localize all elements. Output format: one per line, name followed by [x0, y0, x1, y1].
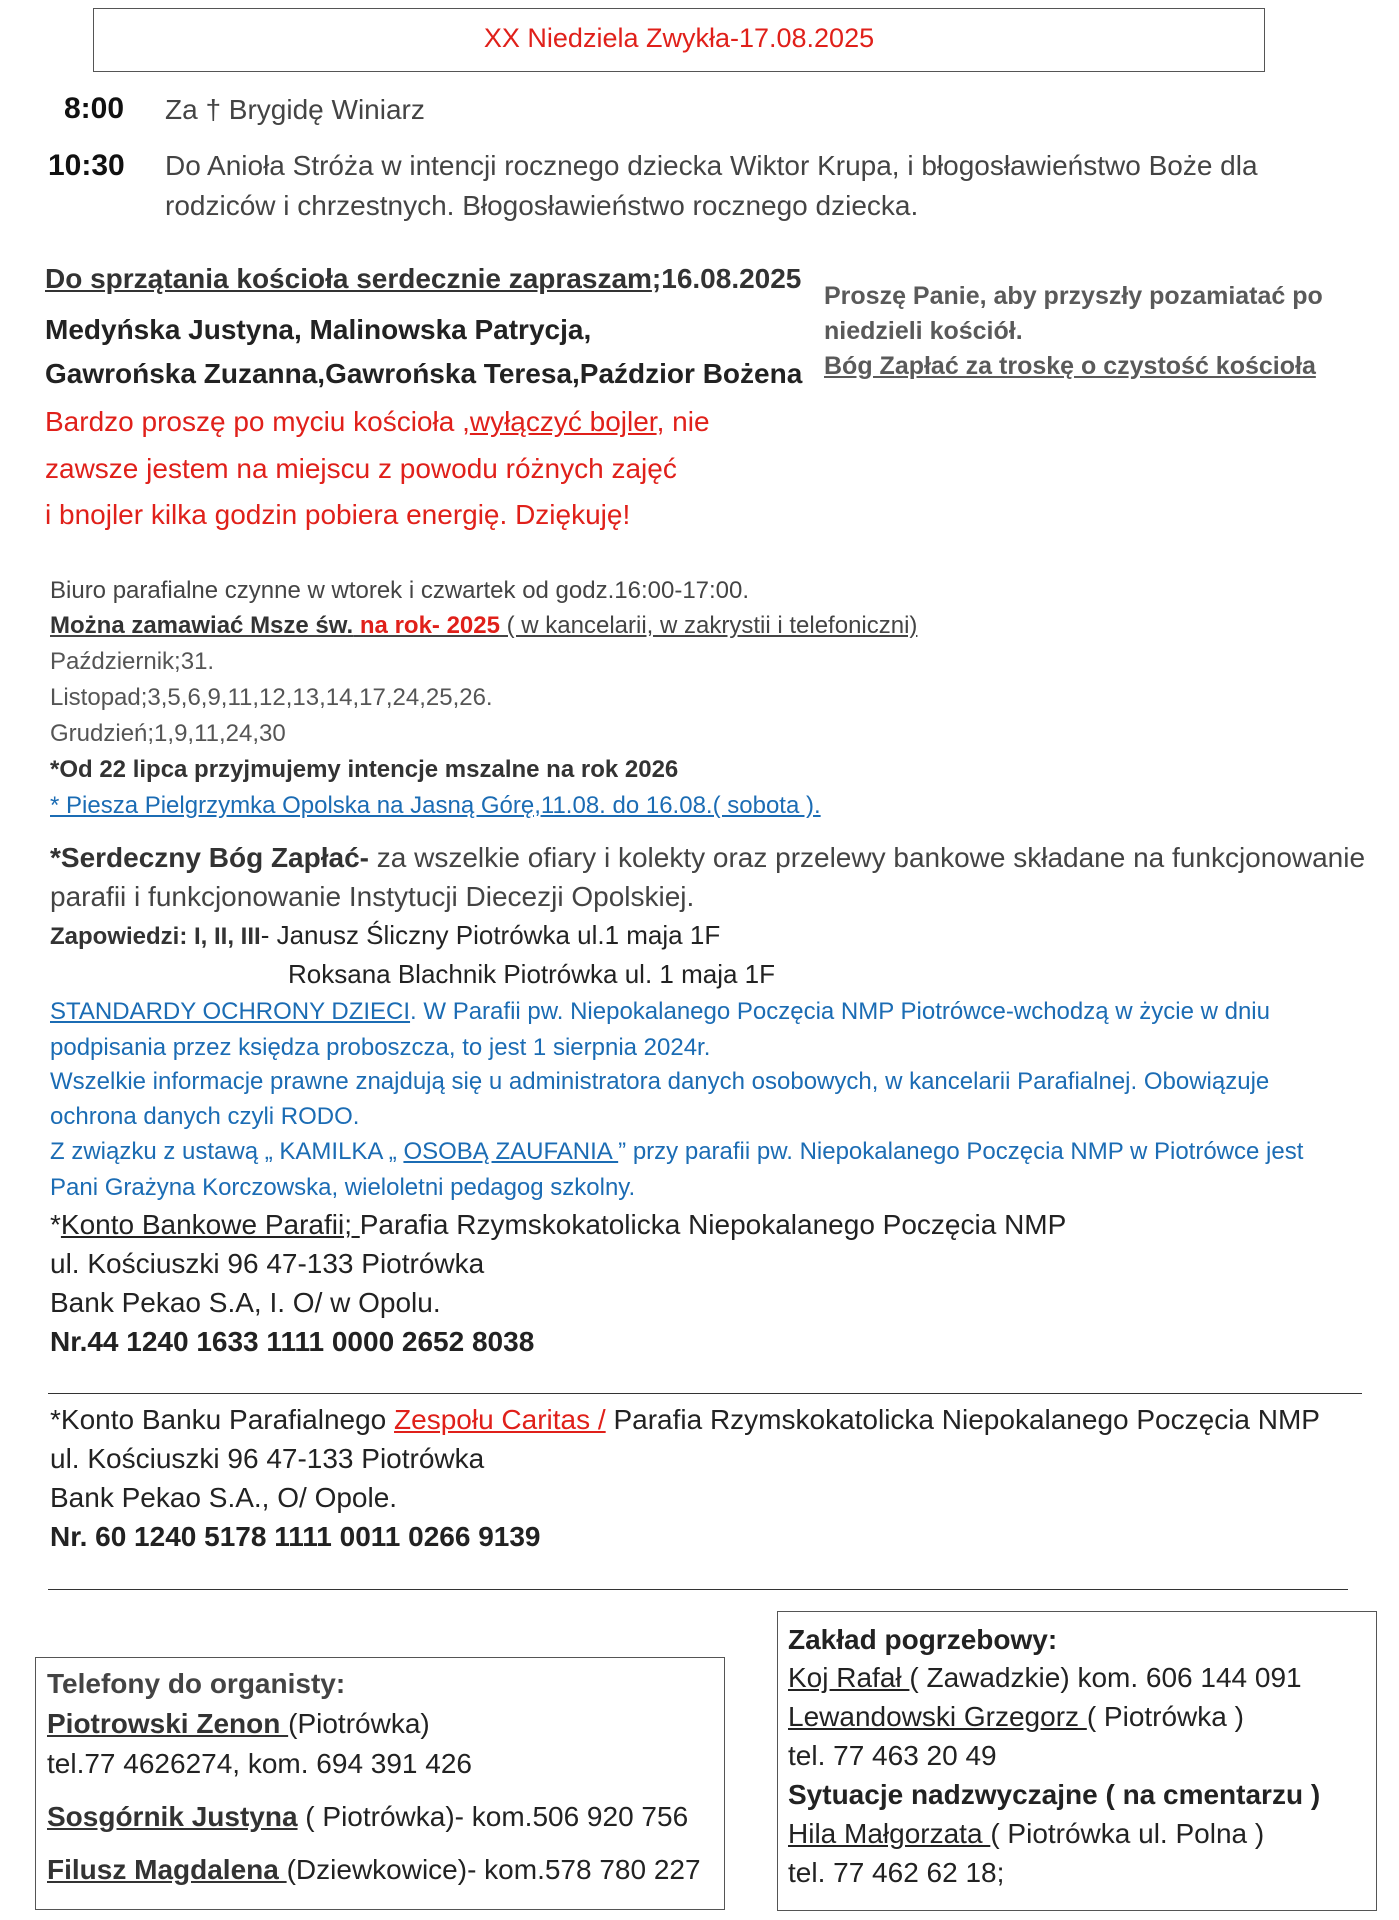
order-bold: Można zamawiać Msze św.: [50, 612, 354, 639]
right-note-1: Proszę Panie, aby przyszły pozamiatać po: [824, 282, 1323, 310]
funeral-contact-2: [788, 1701, 1244, 1733]
mass-intention-2-line2: rodziców i chrzestnych. Błogosławieństwo rocznego dziecka.: [165, 190, 919, 221]
cleaning-names-1: Medyńska Justyna, Malinowska Patrycja,: [45, 314, 592, 345]
organists-heading: Telefony do organisty:: [47, 1668, 346, 1699]
funeral-contact-3-rest: ( Piotrówka ul. Polna ): [990, 1818, 1265, 1849]
standards-line5-pre: Z związku z ustawą „ KAMILKA „: [50, 1138, 404, 1165]
mass-intention-1: Za † Brygidę Winiarz: [165, 94, 425, 125]
account1-line-1: [50, 1209, 1066, 1241]
header-box: [93, 8, 1265, 72]
funeral-contact-3: [788, 1818, 1264, 1850]
office-hours: Biuro parafialne czynne w wtorek i czwartek od godz.16:00-17:00.: [50, 577, 750, 604]
account1-bank: Bank Pekao S.A, I. O/ w Opolu.: [50, 1287, 441, 1318]
emergency-heading: Sytuacje nadzwyczajne ( na cmentarzu ): [788, 1779, 1321, 1810]
cleaning-request-2: zawsze jestem na miejscu z powodu różnych zajęć: [45, 453, 677, 484]
organist-1-phone: tel.77 4626274, kom. 694 391 426: [47, 1748, 473, 1779]
standards-line-5: [50, 1138, 1303, 1166]
divider-2: [48, 1589, 1348, 1590]
funeral-contact-2-phone: tel. 77 463 20 49: [788, 1740, 997, 1771]
request-post: , nie: [656, 406, 710, 437]
standards-line1-rest: . W Parafii pw. Niepokalanego Poczęcia NMP Piotrówce-wchodzą w życie w dniu: [410, 998, 1270, 1025]
standards-line5-post: ” przy parafii pw. Niepokalanego Poczęcia NMP w Piotrówce jest: [618, 1138, 1304, 1165]
organist-3-name: Filusz Magdalena: [47, 1854, 287, 1885]
banns-label: Zapowiedzi: I, II, III: [50, 923, 261, 950]
account2-line-1: [50, 1404, 1320, 1436]
standards-line-4: ochrona danych czyli RODO.: [50, 1103, 360, 1130]
organists-box: [35, 1657, 725, 1910]
order-rest: ( w kancelarii, w zakrystii i telefoniczni): [499, 612, 918, 639]
account2-address: ul. Kościuszki 96 47-133 Piotrówka: [50, 1443, 485, 1474]
banns-person-2: Roksana Blachnik Piotrówka ul. 1 maja 1F: [288, 959, 776, 989]
cleaning-heading-text: Do sprzątania kościoła serdecznie zapraszam: [45, 263, 652, 294]
funeral-contact-2-rest: ( Piotrówka ): [1086, 1701, 1244, 1732]
funeral-contact-3-name: Hila Małgorzata: [788, 1818, 991, 1849]
request-pre: Bardzo proszę po myciu kościoła ,: [45, 406, 470, 437]
mass-intention-2-line1: Do Anioła Stróża w intencji rocznego dziecka Wiktor Krupa, i błogosławieństwo Boże dla: [165, 150, 1258, 181]
cleaning-request-3: i bnojler kilka godzin pobiera energię. Dziękuję!: [45, 499, 631, 530]
organist-1-place: (Piotrówka): [288, 1708, 430, 1739]
month-november: Listopad;3,5,6,9,11,12,13,14,17,24,25,26.: [50, 684, 493, 711]
organist-1-name: Piotrowski Zenon: [47, 1708, 289, 1739]
order-year: na rok- 2025: [353, 612, 500, 639]
account2-number: Nr. 60 1240 5178 1111 0011 0266 9139: [50, 1521, 541, 1552]
organist-2-name: Sosgórnik Justyna: [47, 1801, 298, 1832]
month-december: Grudzień;1,9,11,24,30: [50, 720, 286, 747]
mass-time-1: 8:00: [64, 92, 125, 125]
standards-line-1: [50, 998, 1270, 1026]
organist-2: [47, 1801, 688, 1833]
funeral-contact-1-rest: ( Zawadzkie) kom. 606 144 091: [909, 1662, 1302, 1693]
organist-3-rest: (Dziewkowice)- kom.578 780 227: [286, 1854, 701, 1885]
note-2026: *Od 22 lipca przyjmujemy intencje mszalne na rok 2026: [50, 756, 679, 783]
account2-caritas: Zespołu Caritas /: [394, 1404, 606, 1435]
thanks-line-1: [50, 838, 1365, 878]
trust-person-link[interactable]: OSOBĄ ZAUFANIA: [403, 1138, 619, 1165]
month-october: Październik;31.: [50, 648, 215, 675]
organist-3: [47, 1854, 701, 1886]
account1-address: ul. Kościuszki 96 47-133 Piotrówka: [50, 1248, 485, 1279]
divider-1: [48, 1393, 1362, 1394]
funeral-contact-1: [788, 1662, 1302, 1694]
standards-line-3: Wszelkie informacje prawne znajdują się u administratora danych osobowych, w kancelarii Parafialnej. Obowiązuje: [50, 1068, 1270, 1095]
thanks-line-2: parafii i funkcjonowanie Instytucji Diecezji Opolskiej.: [50, 881, 695, 912]
organist-2-rest: ( Piotrówka)- kom.506 920 756: [297, 1801, 689, 1832]
account2-pre: *Konto Banku Parafialnego: [50, 1404, 395, 1435]
account1-number: Nr.44 1240 1633 1111 0000 2652 8038: [50, 1326, 535, 1357]
funeral-heading: Zakład pogrzebowy:: [788, 1624, 1058, 1655]
funeral-contact-2-name: Lewandowski Grzegorz: [788, 1701, 1087, 1732]
page-title: XX Niedziela Zwykła-17.08.2025: [483, 23, 875, 53]
pilgrimage-link[interactable]: * Piesza Pielgrzymka Opolska na Jasną Górę,11.08. do 16.08.( sobota ).: [50, 792, 821, 819]
funeral-contact-3-phone: tel. 77 462 62 18;: [788, 1857, 1005, 1888]
standards-line-6: Pani Grażyna Korczowska, wieloletni pedagog szkolny.: [50, 1174, 636, 1201]
standards-line-2: podpisania przez księdza proboszcza, to jest 1 sierpnia 2024r.: [50, 1034, 711, 1061]
request-boiler: wyłączyć bojler: [469, 406, 657, 437]
standards-link[interactable]: STANDARDY OCHRONY DZIECI: [50, 998, 411, 1025]
order-masses: [50, 612, 917, 640]
cleaning-request-1: [45, 406, 710, 438]
account1-star: *: [50, 1209, 61, 1240]
cleaning-heading-date: ;16.08.2025: [651, 263, 802, 294]
account1-label: Konto Bankowe Parafii;: [60, 1209, 360, 1240]
cleaning-names-2: Gawrońska Zuzanna,Gawrońska Teresa,Paździor Bożena: [45, 358, 803, 389]
cleaning-heading: [45, 263, 801, 295]
right-note-3: Bóg Zapłać za troskę o czystość kościoła: [824, 352, 1316, 380]
banns-line-1: [50, 920, 720, 951]
thanks-bold: *Serdeczny Bóg Zapłać-: [50, 842, 369, 873]
funeral-contact-1-name: Koj Rafał: [788, 1662, 910, 1693]
banns-person-1: - Janusz Śliczny Piotrówka ul.1 maja 1F: [260, 920, 721, 950]
right-note-2: niedzieli kościół.: [824, 317, 1023, 345]
funeral-box: [777, 1611, 1377, 1911]
account1-name: Parafia Rzymskokatolicka Niepokalanego Poczęcia NMP: [359, 1209, 1067, 1240]
account2-bank: Bank Pekao S.A., O/ Opole.: [50, 1482, 398, 1513]
thanks-rest: za wszelkie ofiary i kolekty oraz przelewy bankowe składane na funkcjonowanie: [368, 842, 1366, 873]
organist-1: [47, 1708, 430, 1740]
account2-post: Parafia Rzymskokatolicka Niepokalanego Poczęcia NMP: [605, 1404, 1320, 1435]
mass-time-2: 10:30: [48, 149, 125, 182]
